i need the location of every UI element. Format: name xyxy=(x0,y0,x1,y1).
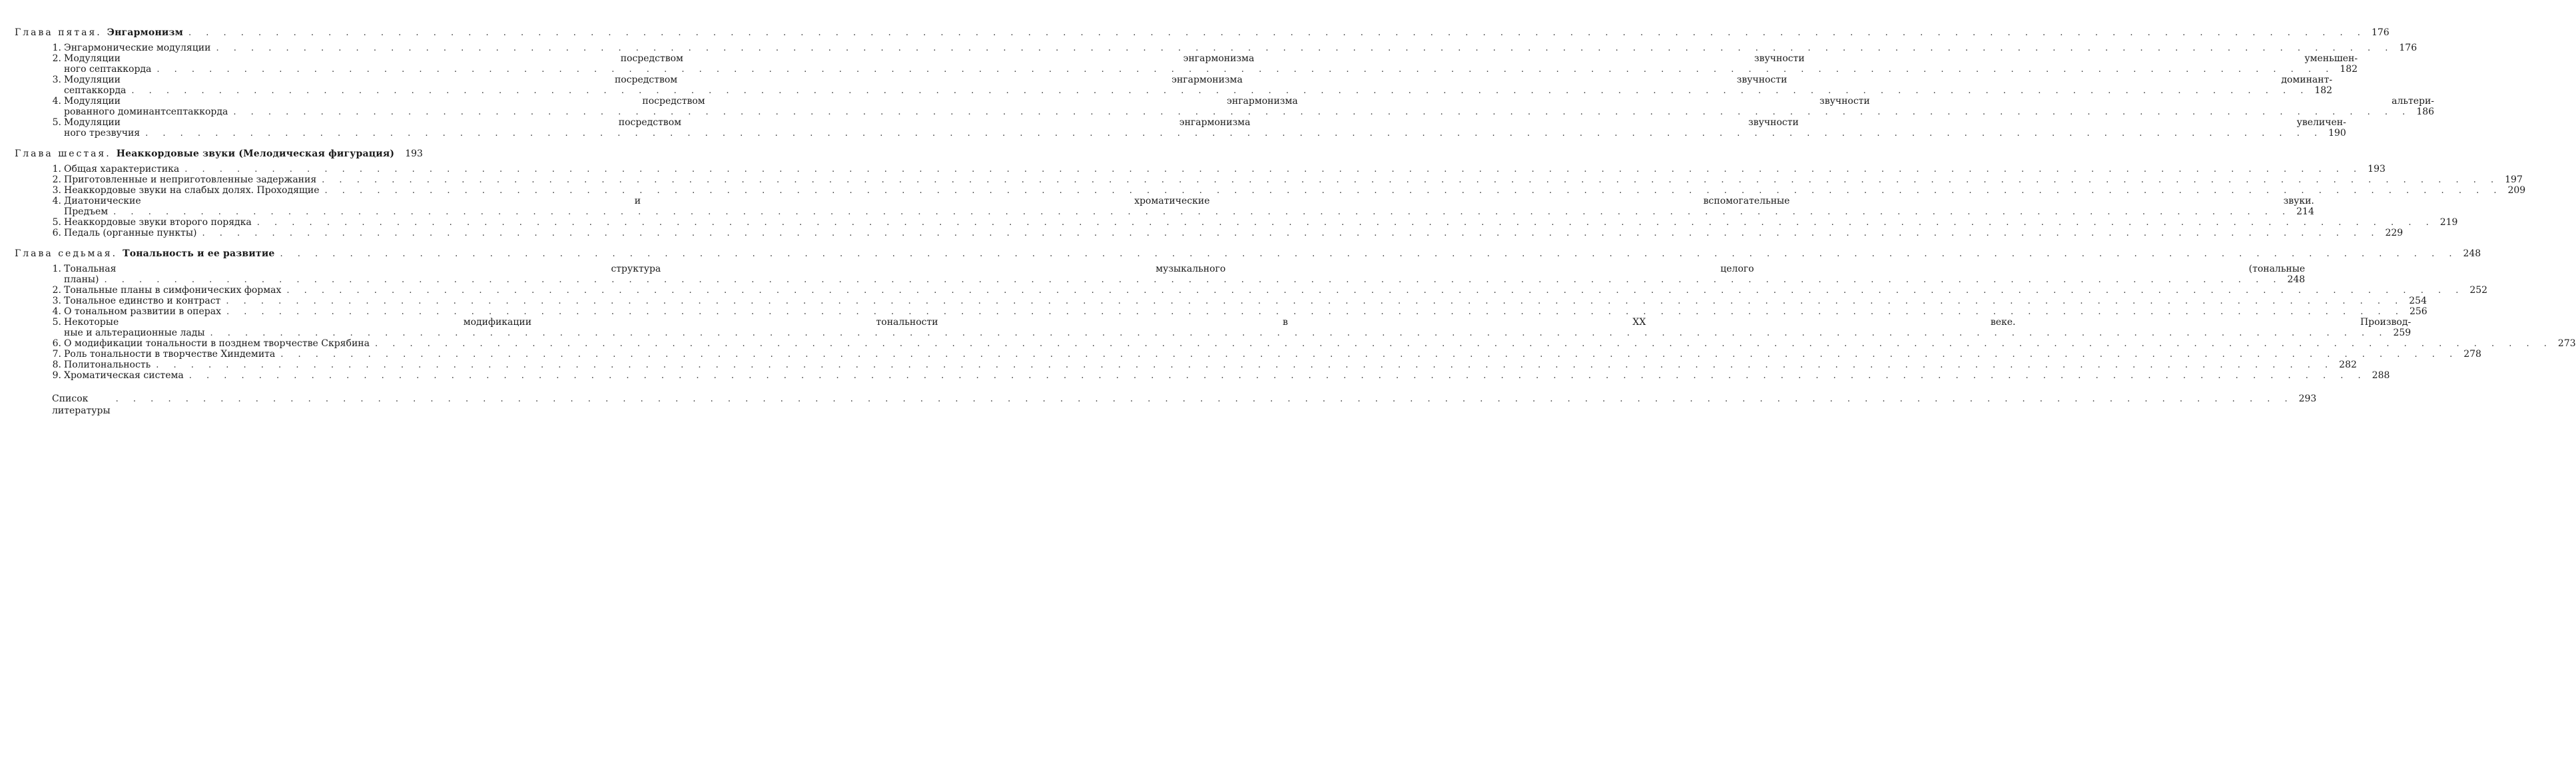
entry-text xyxy=(64,185,2525,196)
toc-entry xyxy=(15,75,2333,96)
entry-text xyxy=(64,306,2427,317)
entry-number: 4. xyxy=(52,196,61,206)
entry-line xyxy=(64,185,2525,196)
entry-number: 2. xyxy=(52,53,61,64)
chapter-title: Неаккордовые звуки (Мелодическая фигурация) xyxy=(116,148,395,159)
entry-text xyxy=(64,360,2357,370)
toc-entry xyxy=(15,306,2427,317)
entry-line xyxy=(64,370,2390,381)
entry-page-number: 182 xyxy=(2340,64,2358,75)
entry-line xyxy=(64,217,2457,228)
entry-page-number: 248 xyxy=(2287,274,2306,285)
chapter-page-number: 193 xyxy=(405,148,423,159)
entry-text xyxy=(64,338,2576,349)
entry-page-number: 256 xyxy=(2409,306,2427,317)
dot-leader xyxy=(233,107,2411,118)
entry-number: 4. xyxy=(52,306,61,317)
table-of-contents xyxy=(15,27,2576,417)
dot-leader xyxy=(184,164,2362,175)
entry-page-number: 259 xyxy=(2393,328,2412,338)
entry-line xyxy=(64,306,2427,317)
entry-line-text: рованного доминантсептаккорда xyxy=(64,107,228,117)
dot-leader xyxy=(145,128,2323,139)
dot-leader xyxy=(156,360,2334,371)
entry-number: 9. xyxy=(52,370,61,381)
toc-entry xyxy=(15,264,2306,285)
entry-line xyxy=(64,53,2358,64)
entry-line-text: Модуляции посредством энгармонизма звучности альтери- xyxy=(64,96,2435,107)
entry-line-text: О модификации тональности в позднем творчестве Скрябина xyxy=(64,338,370,349)
toc-entry xyxy=(15,360,2357,370)
entry-number: 4. xyxy=(52,96,61,107)
entry-line-text: Предъем xyxy=(64,206,109,217)
toc-entry xyxy=(15,196,2314,217)
entry-text xyxy=(64,96,2434,117)
entry-text xyxy=(64,264,2305,285)
dot-leader xyxy=(189,371,2367,381)
entry-number: 1. xyxy=(52,264,61,274)
entry-number: 3. xyxy=(52,185,61,196)
entry-line xyxy=(64,274,2305,285)
references-label: Список литературы xyxy=(52,393,111,416)
toc-entry xyxy=(15,228,2404,238)
dot-leader xyxy=(280,248,2458,260)
chapter-section xyxy=(15,148,2526,238)
toc-entry xyxy=(15,296,2427,306)
entry-line-text: Общая характеристика xyxy=(64,164,180,174)
dot-leader xyxy=(216,43,2394,54)
dot-leader xyxy=(105,275,2282,286)
entry-page-number: 273 xyxy=(2557,338,2576,349)
entry-number: 5. xyxy=(52,117,61,128)
entry-text xyxy=(64,43,2417,53)
toc-entry xyxy=(15,117,2346,138)
entry-line xyxy=(64,117,2346,128)
dot-leader xyxy=(226,296,2404,307)
toc-entry xyxy=(15,317,2412,338)
dot-leader xyxy=(188,27,2366,39)
entry-line-text: Тональная структура музыкального целого (тональные xyxy=(64,264,2306,274)
entry-line xyxy=(64,317,2411,328)
dot-leader xyxy=(131,86,2309,97)
entry-text xyxy=(64,174,2523,185)
chapter-page-number: 176 xyxy=(2371,27,2390,38)
entry-page-number: 186 xyxy=(2416,107,2435,117)
toc-entry xyxy=(15,96,2435,117)
entry-line-text: септаккорда xyxy=(64,85,127,96)
dot-leader xyxy=(226,307,2404,318)
chapter-label: Глава пятая. xyxy=(15,27,102,38)
entry-line-text: О тональном развитии в операх xyxy=(64,306,221,317)
entry-text xyxy=(64,317,2411,338)
dot-leader xyxy=(202,228,2380,239)
entry-line xyxy=(64,43,2417,53)
entry-line xyxy=(64,206,2314,217)
dot-leader xyxy=(157,65,2334,75)
entry-line xyxy=(64,75,2332,85)
entry-line xyxy=(64,128,2346,138)
entry-number: 6. xyxy=(52,338,61,349)
entry-line-text: Неаккордовые звуки второго порядка xyxy=(64,217,252,228)
entry-text xyxy=(64,296,2427,306)
references-page-number: 293 xyxy=(2298,393,2317,404)
chapter-heading xyxy=(15,27,2390,39)
entry-number: 6. xyxy=(52,228,61,238)
entry-page-number: 193 xyxy=(2368,164,2386,174)
dot-leader xyxy=(286,286,2464,296)
entry-text xyxy=(64,349,2481,360)
entry-text xyxy=(64,75,2332,96)
entry-page-number: 252 xyxy=(2469,285,2488,296)
entry-line-text: Тональное единство и контраст xyxy=(64,296,221,306)
toc-entry xyxy=(15,43,2417,53)
entry-number: 5. xyxy=(52,217,61,228)
entry-line xyxy=(64,174,2523,185)
chapter-label: Глава седьмая. xyxy=(15,248,118,259)
entry-page-number: 214 xyxy=(2296,206,2314,217)
dot-leader xyxy=(113,207,2291,218)
toc-entry xyxy=(15,338,2576,349)
dot-leader xyxy=(375,339,2553,350)
dot-leader xyxy=(322,175,2499,186)
entry-line xyxy=(64,164,2386,174)
entry-text xyxy=(64,217,2457,228)
entry-line xyxy=(64,296,2427,306)
entry-number: 3. xyxy=(52,75,61,85)
entry-text xyxy=(64,285,2487,296)
entry-number: 1. xyxy=(52,43,61,53)
entry-page-number: 209 xyxy=(2507,185,2526,196)
chapter-title: Тональность и ее развитие xyxy=(123,248,275,259)
entry-text xyxy=(64,196,2314,217)
entry-line xyxy=(64,196,2314,206)
chapter-heading xyxy=(15,248,2481,260)
entry-text xyxy=(64,370,2390,381)
chapter-section xyxy=(15,248,2576,381)
entry-line-text: ные и альтерационные лады xyxy=(64,328,205,338)
entry-line-text: Диатонические и хроматические вспомогательные звуки. xyxy=(64,196,2314,206)
chapter-heading xyxy=(15,148,423,160)
chapter-title: Энгармонизм xyxy=(107,27,183,38)
toc-entry xyxy=(15,164,2386,174)
dot-leader xyxy=(116,393,2294,405)
references-entry xyxy=(15,393,2317,417)
toc-entry xyxy=(15,217,2458,228)
entry-number: 1. xyxy=(52,164,61,174)
entry-text xyxy=(64,53,2358,75)
entry-number: 5. xyxy=(52,317,61,328)
toc-entry xyxy=(15,174,2523,185)
entry-page-number: 182 xyxy=(2314,85,2333,96)
entry-line xyxy=(64,64,2358,75)
entry-line-text: Неаккордовые звуки на слабых долях. Проходящие xyxy=(64,185,320,196)
entry-number: 2. xyxy=(52,174,61,185)
entry-text xyxy=(64,117,2346,138)
entry-page-number: 282 xyxy=(2339,360,2357,370)
toc-entry xyxy=(15,285,2488,296)
entry-page-number: 176 xyxy=(2399,43,2417,53)
entry-line-text: Приготовленные и неприготовленные задержания xyxy=(64,174,317,185)
entry-line xyxy=(64,328,2411,338)
entry-number: 7. xyxy=(52,349,61,360)
entry-line xyxy=(64,338,2576,349)
entry-text xyxy=(64,164,2386,174)
entry-line-text: планы) xyxy=(64,274,99,285)
entry-number: 2. xyxy=(52,285,61,296)
entry-page-number: 278 xyxy=(2463,349,2481,360)
dot-leader xyxy=(210,328,2388,339)
entry-line-text: Модуляции посредством энгармонизма звучности уменьшен- xyxy=(64,53,2358,64)
entry-number: 8. xyxy=(52,360,61,370)
entry-page-number: 219 xyxy=(2439,217,2458,228)
entry-page-number: 190 xyxy=(2328,128,2346,138)
entry-line-text: Модуляции посредством энгармонизма звучности увеличен- xyxy=(64,117,2346,128)
chapter-page-number: 248 xyxy=(2463,248,2481,259)
toc-entry xyxy=(15,349,2481,360)
entry-line xyxy=(64,360,2357,370)
chapter-section xyxy=(15,27,2435,138)
entry-page-number: 254 xyxy=(2409,296,2427,306)
entry-line-text: Энгармонические модуляции xyxy=(64,43,211,53)
entry-line-text: Педаль (органные пункты) xyxy=(64,228,197,238)
toc-entry xyxy=(15,185,2526,196)
entry-line-text: ного септаккорда xyxy=(64,64,152,75)
chapter-label: Глава шестая. xyxy=(15,148,111,159)
entry-line xyxy=(64,85,2332,96)
entry-line-text: Хроматическая система xyxy=(64,370,184,381)
entry-page-number: 288 xyxy=(2372,370,2390,381)
entry-line xyxy=(64,96,2434,107)
entry-line xyxy=(64,107,2434,117)
entry-line-text: Некоторые модификации тональности в XX веке. Производ- xyxy=(64,317,2412,328)
dot-leader xyxy=(325,186,2503,196)
entry-line-text: Политональность xyxy=(64,360,151,370)
entry-line-text: ного трезвучия xyxy=(64,128,141,138)
entry-line xyxy=(64,264,2305,274)
entry-page-number: 197 xyxy=(2505,174,2523,185)
entry-line xyxy=(64,349,2481,360)
entry-line-text: Тональные планы в симфонических формах xyxy=(64,285,282,296)
toc-entry xyxy=(15,53,2358,75)
entry-line-text: Модуляции посредством энгармонизма звучности доминант- xyxy=(64,75,2333,85)
entry-number: 3. xyxy=(52,296,61,306)
entry-line-text: Роль тональности в творчестве Хиндемита xyxy=(64,349,276,360)
entry-line xyxy=(64,228,2403,238)
dot-leader xyxy=(280,350,2458,360)
entry-text xyxy=(64,228,2403,238)
dot-leader xyxy=(257,218,2435,228)
entry-page-number: 229 xyxy=(2385,228,2404,238)
toc-entry xyxy=(15,370,2390,381)
entry-line xyxy=(64,285,2487,296)
